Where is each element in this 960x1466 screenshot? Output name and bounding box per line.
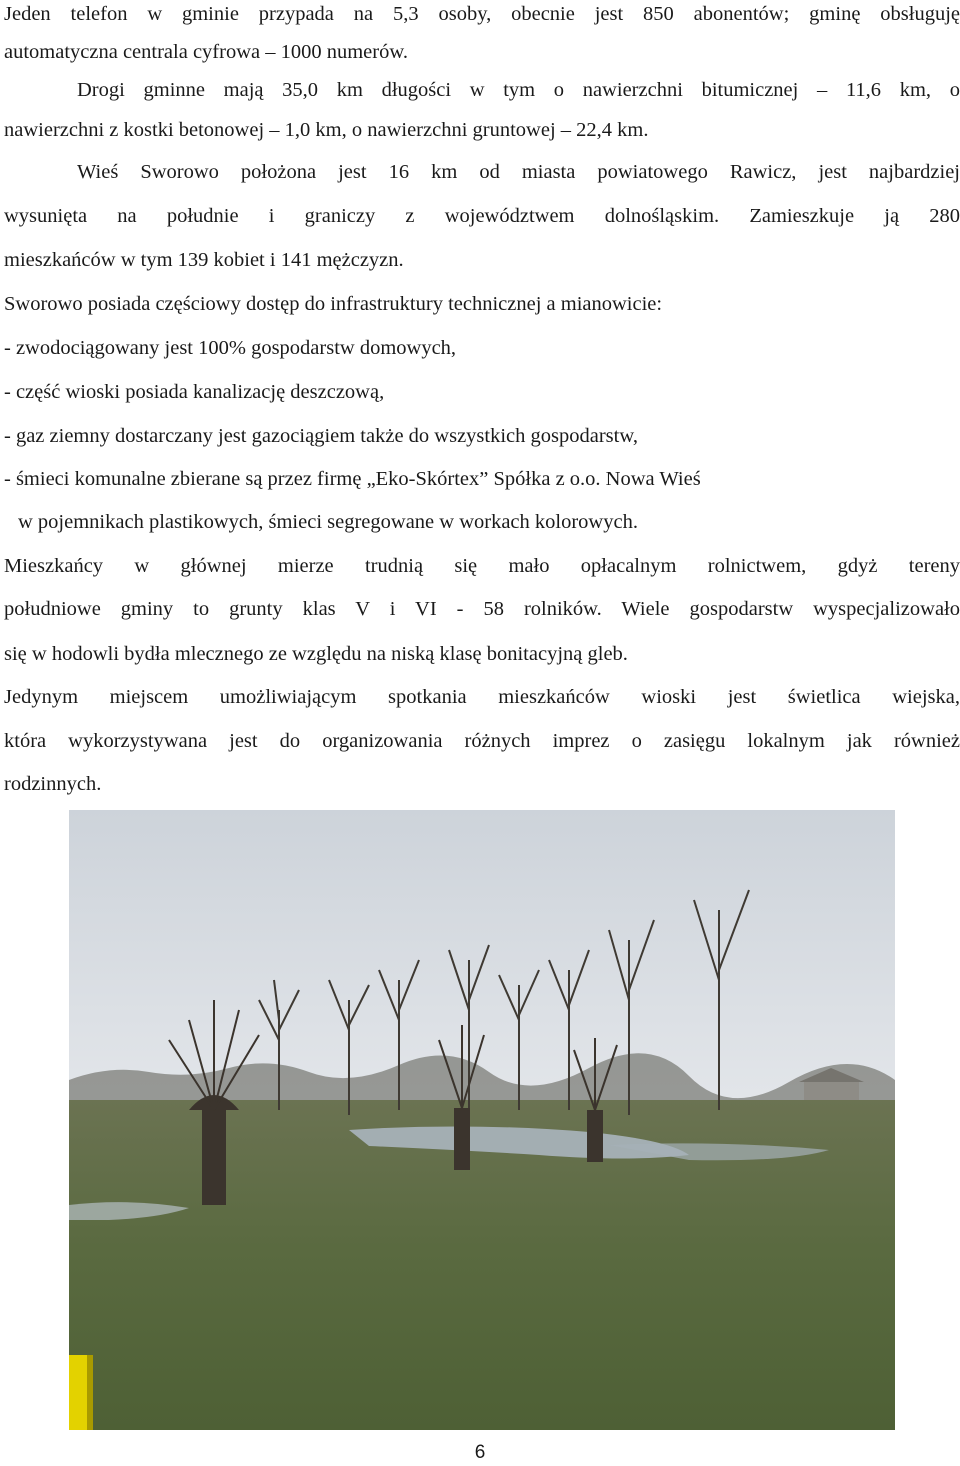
landscape-photo xyxy=(69,810,895,1430)
list-item: - zwodociągowany jest 100% gospodarstw domowych, xyxy=(4,337,457,359)
text-line: nawierzchni z kostki betonowej – 1,0 km, o nawierzchni gruntowej – 22,4 km. xyxy=(4,119,649,141)
sky xyxy=(69,810,895,1110)
list-item: - gaz ziemny dostarczany jest gazociągiem także do wszystkich gospodarstw, xyxy=(4,425,638,447)
text-line: mieszkańców w tym 139 kobiet i 141 mężczyzn. xyxy=(4,249,404,271)
text-line: Jeden telefon w gminie przypada na 5,3 osoby, obecnie jest 850 abonentów; gminę obsługuję xyxy=(4,3,960,25)
text-line: Sworowo posiada częściowy dostęp do infrastruktury technicznej a mianowicie: xyxy=(4,293,663,315)
text-line: Mieszkańcy w głównej mierze trudnią się mało opłacalnym rolnictwem, gdyż tereny xyxy=(4,555,960,577)
landscape-photo-illustration xyxy=(69,810,895,1430)
willow-tree xyxy=(587,1110,603,1162)
text-line: Drogi gminne mają 35,0 km długości w tym o nawierzchni bitumicznej – 11,6 km, o xyxy=(77,79,960,101)
text-line: południowe gminy to grunty klas V i VI - 58 rolników. Wiele gospodarstw wyspecjalizowało xyxy=(4,598,960,620)
text-line: w pojemnikach plastikowych, śmieci segregowane w workach kolorowych. xyxy=(18,511,638,533)
willow-tree xyxy=(454,1108,470,1170)
text-line: automatyczna centrala cyfrowa – 1000 numerów. xyxy=(4,41,408,63)
text-line: Wieś Sworowo położona jest 16 km od miasta powiatowego Rawicz, jest najbardziej xyxy=(77,161,960,183)
farm-building xyxy=(804,1080,859,1100)
list-item: - część wioski posiada kanalizację deszczową, xyxy=(4,381,385,403)
text-line: rodzinnych. xyxy=(4,773,102,795)
list-item: - śmieci komunalne zbierane są przez firmę „Eko-Skórtex” Spółka z o.o. Nowa Wieś xyxy=(4,468,701,490)
page-number: 6 xyxy=(474,1442,486,1463)
marker-post-shadow xyxy=(87,1355,93,1430)
text-line: która wykorzystywana jest do organizowania różnych imprez o zasięgu lokalnym jak również xyxy=(4,730,960,752)
text-line: wysunięta na południe i graniczy z województwem dolnośląskim. Zamieszkuje ją 280 xyxy=(4,205,960,227)
text-line: się w hodowli bydła mlecznego ze względu na niską klasę bonitacyjną gleb. xyxy=(4,643,628,665)
text-line: Jedynym miejscem umożliwiającym spotkania mieszkańców wioski jest świetlica wiejska, xyxy=(4,686,960,708)
